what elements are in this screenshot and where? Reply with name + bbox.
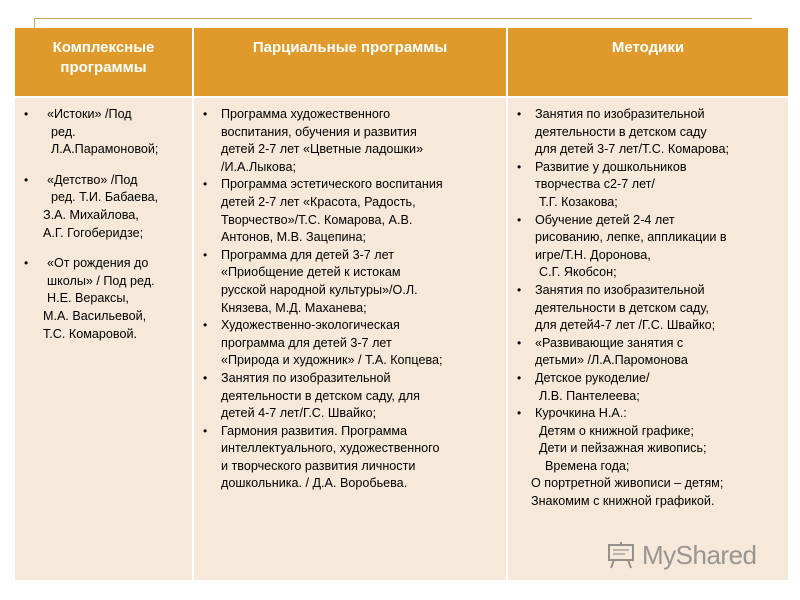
list-item-line: /И.А.Лыкова; bbox=[221, 159, 296, 174]
header-text-line: программы bbox=[60, 59, 147, 76]
header-complex-programs bbox=[15, 28, 193, 97]
list-item-line: • Обучение детей 2-4 лет bbox=[535, 212, 675, 227]
list-item bbox=[194, 317, 506, 370]
list-item-line: рисованию, лепке, аппликации в bbox=[535, 230, 727, 245]
list-item-line: Л.А.Парамоновой; bbox=[51, 142, 159, 157]
complex-programs-list bbox=[15, 98, 192, 343]
decorative-top-line bbox=[34, 18, 752, 19]
list-item bbox=[508, 212, 788, 282]
list-item-line: детей 4-7 лет/Г.С. Швайко; bbox=[221, 406, 377, 421]
list-item-line: • Курочкина Н.А.: bbox=[535, 406, 627, 421]
list-item-line: ред. bbox=[51, 124, 76, 139]
list-item bbox=[508, 405, 788, 511]
list-item-line: • Занятия по изобразительной bbox=[535, 107, 705, 121]
list-item bbox=[194, 423, 506, 493]
list-item-line: «Приобщение детей к истокам bbox=[221, 265, 401, 280]
list-item bbox=[508, 335, 788, 370]
list-item-line: Времена года; bbox=[545, 458, 630, 473]
list-item-line: • Гармония развития. Программа bbox=[221, 423, 408, 438]
list-item-line: дошкольника. / Д.А. Воробьева. bbox=[221, 476, 408, 491]
partial-programs-cell bbox=[193, 97, 507, 580]
list-item bbox=[508, 106, 788, 159]
list-item-line: • «Развивающие занятия с bbox=[535, 335, 684, 350]
list-item-line: • Занятия по изобразительной bbox=[221, 370, 391, 385]
list-item-line: для детей 3-7 лет/Т.С. Комарова; bbox=[535, 142, 729, 157]
list-item-line: • «От рождения до bbox=[47, 256, 149, 271]
list-item-line: «Природа и художник» / Т.А. Копцева; bbox=[221, 353, 443, 368]
list-item-line: игре/Т.Н. Доронова, bbox=[535, 247, 651, 262]
list-item-line: русской народной культуры»/О.Л. bbox=[221, 282, 418, 297]
list-item-line: • Развитие у дошкольников bbox=[535, 159, 687, 174]
list-item-line: • Программа для детей 3-7 лет bbox=[221, 247, 394, 262]
list-item bbox=[194, 247, 506, 317]
list-item-line: Т.С. Комаровой. bbox=[43, 326, 137, 341]
methods-cell bbox=[507, 97, 788, 580]
list-item-line: воспитания, обучения и развития bbox=[221, 124, 417, 139]
list-item-line: школы» / Под ред. bbox=[47, 273, 155, 288]
list-item bbox=[15, 255, 192, 343]
list-item bbox=[15, 106, 192, 159]
list-item-line: детей 2-7 лет «Цветные ладошки» bbox=[221, 142, 424, 157]
list-item-line: Антонов, М.В. Зацепина; bbox=[221, 230, 367, 245]
watermark-text: MyShared bbox=[642, 539, 757, 570]
list-item-line: • «Истоки» /Под bbox=[47, 107, 132, 121]
list-item-line: А.Г. Гогоберидзе; bbox=[43, 225, 144, 240]
list-item-line: З.А. Михайлова, bbox=[43, 207, 139, 222]
list-item-line: М.А. Васильевой, bbox=[43, 308, 147, 323]
list-item bbox=[508, 282, 788, 335]
list-item-line: О портретной живописи – детям; bbox=[531, 476, 724, 491]
list-item-line: деятельности в детском саду, bbox=[535, 300, 709, 315]
list-item-line: для детей4-7 лет /Г.С. Швайко; bbox=[535, 318, 716, 333]
programs-table bbox=[15, 28, 788, 580]
list-item-line: ред. Т.И. Бабаева, bbox=[51, 190, 159, 205]
list-item-line: • Программа эстетического воспитания bbox=[221, 177, 443, 192]
list-item-line: деятельности в детском саду bbox=[535, 124, 707, 139]
header-text-line: Методики bbox=[611, 39, 685, 56]
watermark-logo bbox=[606, 537, 766, 573]
list-item-line: Князева, М.Д. Маханева; bbox=[221, 300, 367, 315]
list-item bbox=[508, 159, 788, 212]
header-text-line: Комплексные bbox=[52, 39, 155, 56]
list-item-line: Дети и пейзажная живопись; bbox=[539, 441, 707, 456]
list-item-line: деятельности в детском саду, для bbox=[221, 388, 420, 403]
header-partial-programs bbox=[193, 28, 507, 97]
list-item-line: интеллектуального, художественного bbox=[221, 441, 440, 456]
list-item-line: Т.Г. Козакова; bbox=[539, 194, 618, 209]
table-body-row bbox=[15, 97, 788, 580]
methods-list bbox=[508, 98, 788, 511]
header-text-line: Парциальные программы bbox=[252, 39, 448, 56]
list-item-line: • «Детство» /Под bbox=[47, 172, 138, 187]
list-item-line: Л.В. Пантелеева; bbox=[539, 388, 640, 403]
list-item bbox=[194, 106, 506, 176]
list-item-line: Н.Е. Вераксы, bbox=[47, 291, 129, 306]
list-item-line: • Детское рукоделие/ bbox=[535, 370, 650, 385]
list-item-line: программа для детей 3-7 лет bbox=[221, 335, 392, 350]
list-item-line: Знакомим с книжной графикой. bbox=[531, 494, 715, 509]
list-item-line: • Программа художественного bbox=[221, 107, 391, 121]
partial-programs-list bbox=[194, 98, 506, 493]
projector-board-icon bbox=[606, 540, 636, 570]
list-item-line: детьми» /Л.А.Паромонова bbox=[535, 353, 688, 368]
header-methods bbox=[507, 28, 788, 97]
complex-programs-cell bbox=[15, 97, 193, 580]
list-item-line: С.Г. Якобсон; bbox=[539, 265, 617, 280]
list-item-line: Творчество»/Т.С. Комарова, А.В. bbox=[221, 212, 413, 227]
list-item bbox=[508, 370, 788, 405]
list-item-line: • Занятия по изобразительной bbox=[535, 282, 705, 297]
list-item-line: и творческого развития личности bbox=[221, 458, 416, 473]
list-item bbox=[194, 176, 506, 246]
list-item bbox=[15, 172, 192, 242]
table-header-row bbox=[15, 28, 788, 97]
list-item-line: Детям о книжной графике; bbox=[539, 423, 694, 438]
list-item-line: детей 2-7 лет «Красота, Радость, bbox=[221, 194, 416, 209]
list-item-line: творчества с2-7 лет/ bbox=[535, 177, 655, 192]
list-item-line: • Художественно-экологическая bbox=[221, 318, 400, 333]
list-item bbox=[194, 370, 506, 423]
